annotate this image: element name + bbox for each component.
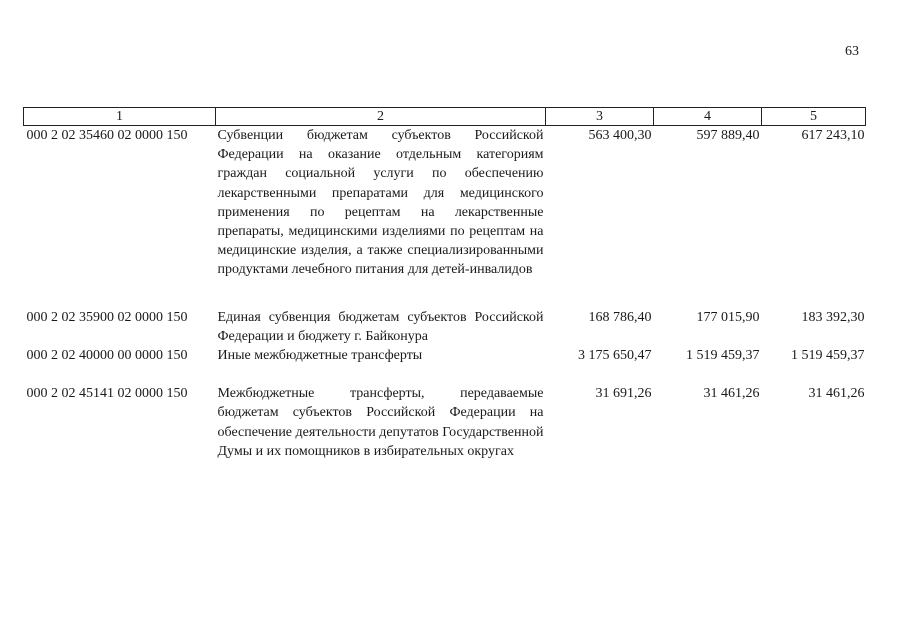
column-header-3: 3 <box>546 108 654 126</box>
column-header-1: 1 <box>24 108 216 126</box>
column-header-2: 2 <box>216 108 546 126</box>
amount-col-4: 1 519 459,37 <box>686 348 760 364</box>
item-description: Иные межбюджетные трансферты <box>217 348 423 364</box>
amount-col-5: 183 392,30 <box>801 309 865 325</box>
table-row <box>24 346 866 384</box>
budget-table <box>23 107 866 461</box>
page-number: 63 <box>845 44 859 59</box>
budget-code: 000 2 02 45141 02 0000 150 <box>26 386 188 402</box>
item-description: Единая субвенция бюджетам субъектов Российской Федерации и бюджету г. Байконура <box>217 309 544 344</box>
budget-code: 000 2 02 35460 02 0000 150 <box>26 128 188 143</box>
amount-col-5: 31 461,26 <box>808 386 865 402</box>
amount-col-3: 563 400,30 <box>588 128 652 143</box>
table-header-row <box>24 108 866 126</box>
amount-col-4: 31 461,26 <box>703 386 760 402</box>
amount-col-3: 31 691,26 <box>595 386 652 402</box>
amount-col-3: 168 786,40 <box>588 309 652 325</box>
amount-col-5: 617 243,10 <box>801 128 865 143</box>
budget-code: 000 2 02 35900 02 0000 150 <box>26 309 188 325</box>
column-header-5: 5 <box>762 108 866 126</box>
table-row <box>24 384 866 461</box>
table-row <box>24 126 866 308</box>
amount-col-5: 1 519 459,37 <box>791 348 865 364</box>
amount-col-3: 3 175 650,47 <box>578 348 652 364</box>
budget-code: 000 2 02 40000 00 0000 150 <box>26 348 188 364</box>
table-row <box>24 308 866 346</box>
amount-col-4: 177 015,90 <box>696 309 760 325</box>
column-header-4: 4 <box>654 108 762 126</box>
item-description: Субвенции бюджетам субъектов Российской Федерации на оказание отдельным категориям граждан социальной услуги по обеспечению лекарственными препаратами для медицинского применения по рецептам на лекарственные препараты, медицинскими изделиями по рецептам на медицинские изделия, а также специализированными продуктами лечебного питания для детей-инвалидов <box>217 128 544 278</box>
item-description: Межбюджетные трансферты, передаваемые бюджетам субъектов Российской Федерации на обеспечение деятельности депутатов Государственной Думы и их помощников в избирательных округах <box>217 386 544 459</box>
amount-col-4: 597 889,40 <box>696 128 760 143</box>
